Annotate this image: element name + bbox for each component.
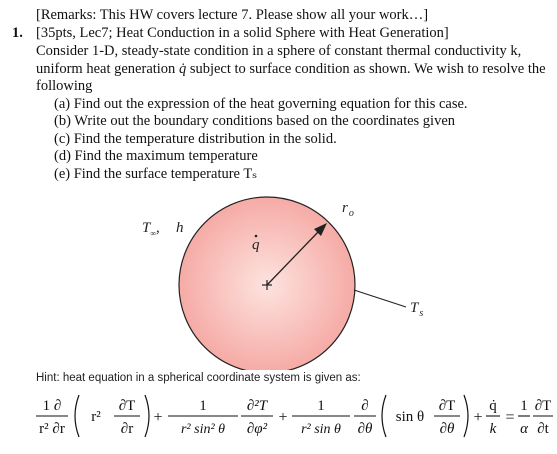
question-part-e: (e) Find the surface temperature Tₛ [54, 165, 258, 182]
question-parts-list [54, 96, 468, 183]
ambient-subscript: ∞ [150, 229, 157, 238]
polar-d-denominator: ∂θ [357, 421, 373, 437]
description-line-1: Consider 1-D, steady-state condition in a sphere of constant thermal conductivity k, [36, 43, 522, 59]
azimuthal-d-numerator: ∂²T [246, 398, 268, 414]
plus-sign-3: + [473, 409, 483, 426]
radial-left-paren [75, 395, 79, 437]
problem-description [36, 43, 551, 96]
surface-subscript: s [419, 308, 424, 319]
generation-numerator: q̇ [489, 398, 497, 414]
heat-equation [0, 386, 557, 454]
term-polar [292, 395, 468, 437]
term-generation [486, 398, 500, 437]
radius-r: r [342, 200, 348, 216]
ambient-separator: , [156, 220, 160, 236]
radial-denominator: r² ∂r [39, 421, 65, 437]
equals-sign: = [505, 409, 515, 426]
heat-generation-symbol: q̇ [178, 60, 187, 77]
outer-radius-label [342, 200, 354, 219]
azimuthal-denominator: r² sin² θ [180, 422, 226, 437]
description-line-2 [36, 61, 551, 79]
polar-inner-numerator: ∂T [438, 398, 456, 414]
polar-numerator: 1 [317, 398, 325, 414]
radius-subscript: o [348, 208, 354, 219]
description-text: subject to surface condition as shown. We wish to resolve the [186, 60, 546, 77]
remarks-line: [Remarks: This HW covers lecture 7. Please show all your work…] [36, 7, 429, 23]
question-part-a: (a) Find out the expression of the heat governing equation for this case. [54, 96, 468, 112]
question-header: [35pts, Lec7; Heat Conduction in a solid Sphere with Heat Generation] [36, 25, 449, 41]
term-radial [36, 395, 149, 437]
radial-inner-denominator: ∂r [120, 421, 134, 437]
azimuthal-d-denominator: ∂φ² [246, 421, 268, 437]
generation-denominator: k [489, 421, 497, 437]
polar-inner-denominator: ∂θ [439, 421, 455, 437]
azimuthal-numerator: 1 [199, 398, 207, 414]
convection-coefficient-label: h [176, 220, 184, 236]
transient-denominator: α [520, 421, 528, 437]
polar-denominator: r² sin θ [301, 422, 341, 437]
heat-generation-dot [255, 235, 258, 238]
question-number: 1. [12, 25, 23, 41]
polar-sin-theta: sin θ [395, 409, 425, 425]
term-azimuthal [168, 398, 273, 437]
plus-sign-1: + [153, 409, 163, 426]
surface-leader-line [354, 290, 406, 307]
description-text: uniform heat generation [36, 60, 179, 77]
radial-right-paren [145, 395, 149, 437]
surface-t: T [410, 300, 419, 316]
radial-r-squared: r² [91, 409, 101, 425]
transient-d-denominator: ∂t [537, 421, 549, 437]
description-line-3: following [36, 78, 93, 95]
question-part-b: (b) Write out the boundary conditions based on the coordinates given [54, 113, 456, 130]
radial-numerator: 1 ∂ [42, 398, 62, 414]
heat-generation-label: q [252, 237, 260, 253]
polar-right-paren [464, 395, 468, 437]
question-part-c: (c) Find the temperature distribution in the solid. [54, 130, 337, 147]
radial-inner-numerator: ∂T [118, 398, 136, 414]
ambient-t: T [142, 220, 151, 236]
ambient-temperature-label [142, 220, 160, 238]
term-transient [518, 398, 553, 437]
polar-d-numerator: ∂ [361, 398, 369, 414]
transient-numerator: 1 [520, 398, 528, 414]
sphere-diagram [0, 185, 557, 370]
transient-d-numerator: ∂T [534, 398, 552, 414]
surface-temperature-label [410, 300, 423, 319]
hint-text: Hint: heat equation in a spherical coordinate system is given as: [36, 372, 361, 384]
question-part-d: (d) Find the maximum temperature [54, 148, 258, 165]
plus-sign-2: + [278, 409, 288, 426]
polar-left-paren [382, 395, 386, 437]
